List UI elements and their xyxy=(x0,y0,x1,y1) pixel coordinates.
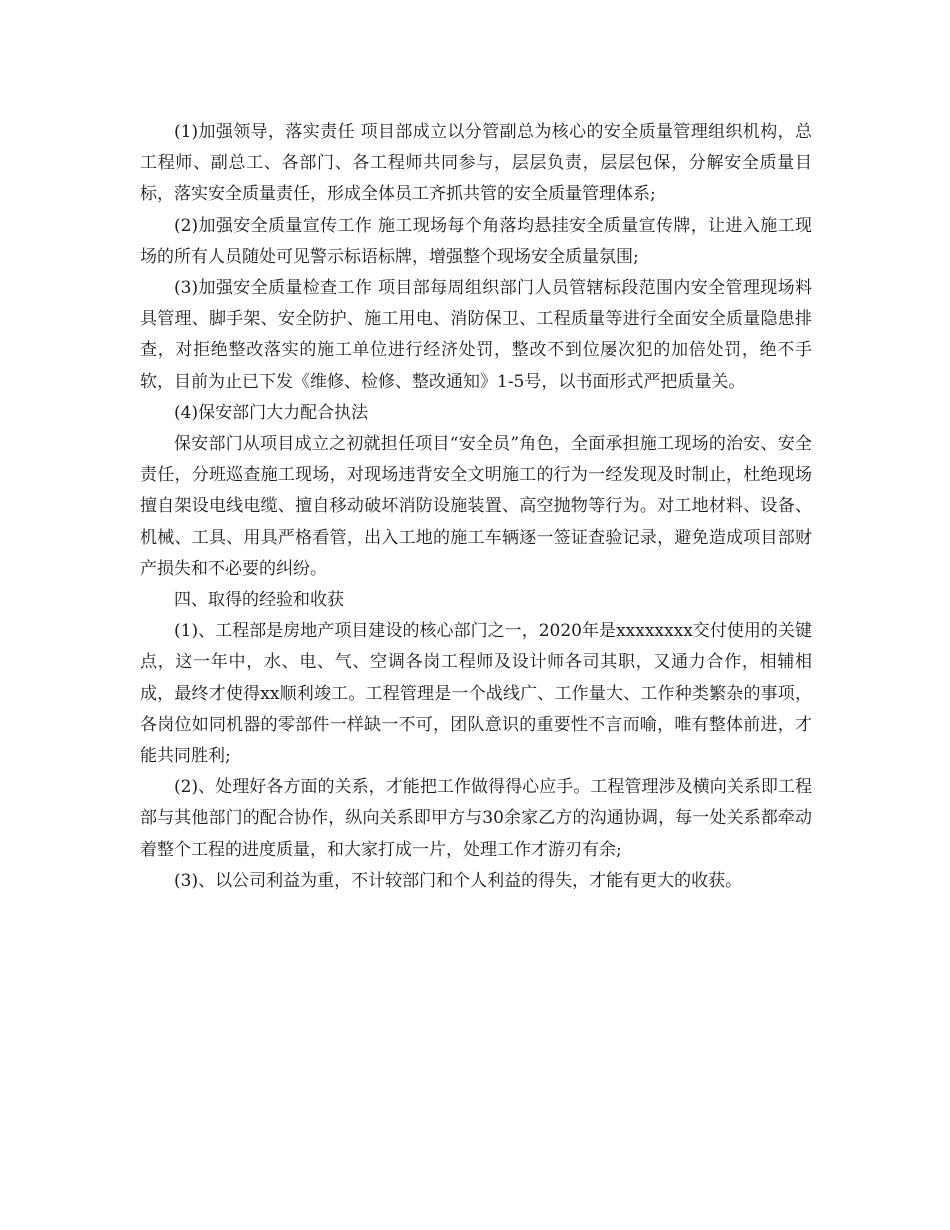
subheading-security: (4)保安部门大力配合执法 xyxy=(174,402,369,423)
paragraph-security: 保安部门从项目成立之初就担任项目“安全员”角色，全面承担施工现场的治安、安全责任，分班巡查施工现场，对现场违背安全文明施工的行为一经发现及时制止，杜绝现场擅自架设电线电缆、擅自移动破坏消防设施装置、高空抛物等行为。对工地材料、设备、机械、工具、用具严格看管，出入工地的施工车辆逐一签证查验记录，避免造成项目部财产损失和不必要的纠纷。 xyxy=(140,434,812,579)
paragraph-experience-2: (2)、处理好各方面的关系，才能把工作做得得心应手。工程管理涉及横向关系即工程部与其他部门的配合协作，纵向关系即甲方与30余家乙方的沟通协调，每一处关系都牵动着整个工程的进度质量，和大家打成一片，处理工作才游刃有余; xyxy=(140,777,812,860)
paragraph-leadership: (1)加强领导，落实责任 项目部成立以分管副总为核心的安全质量管理组织机构，总工程师、副总工、各部门、各工程师共同参与，层层负责，层层包保，分解安全质量目标，落实安全质量责任，形成全体员工齐抓共管的安全质量管理体系; xyxy=(140,122,812,205)
document-page xyxy=(140,117,812,897)
section-heading-experience: 四、取得的经验和收获 xyxy=(174,590,344,611)
paragraph-experience-3: (3)、以公司利益为重，不计较部门和个人利益的得失，才能有更大的收获。 xyxy=(174,870,743,891)
paragraph-publicity: (2)加强安全质量宣传工作 施工现场每个角落均悬挂安全质量宣传牌，让进入施工现场的所有人员随处可见警示标语标牌，增强整个现场安全质量氛围; xyxy=(140,215,812,267)
paragraph-experience-1: (1)、工程部是房地产项目建设的核心部门之一，2020年是xxxxxxxx交付使用的关键点，这一年中，水、电、气、空调各岗工程师及设计师各司其职，又通力合作，相辅相成，最终才使得xx顺利竣工。工程管理是一个战线广、工作量大、工作种类繁杂的事项，各岗位如同机器的零部件一样缺一不可，团队意识的重要性不言而喻，唯有整体前进，才能共同胜利; xyxy=(140,621,812,767)
paragraph-inspection: (3)加强安全质量检查工作 项目部每周组织部门人员管辖标段范围内安全管理现场料具管理、脚手架、安全防护、施工用电、消防保卫、工程质量等进行全面安全质量隐患排查，对拒绝整改落实的施工单位进行经济处罚，整改不到位屡次犯的加倍处罚，绝不手软，目前为止已下发《维修、检修、整改通知》1-5号，以书面形式严把质量关。 xyxy=(140,278,812,392)
